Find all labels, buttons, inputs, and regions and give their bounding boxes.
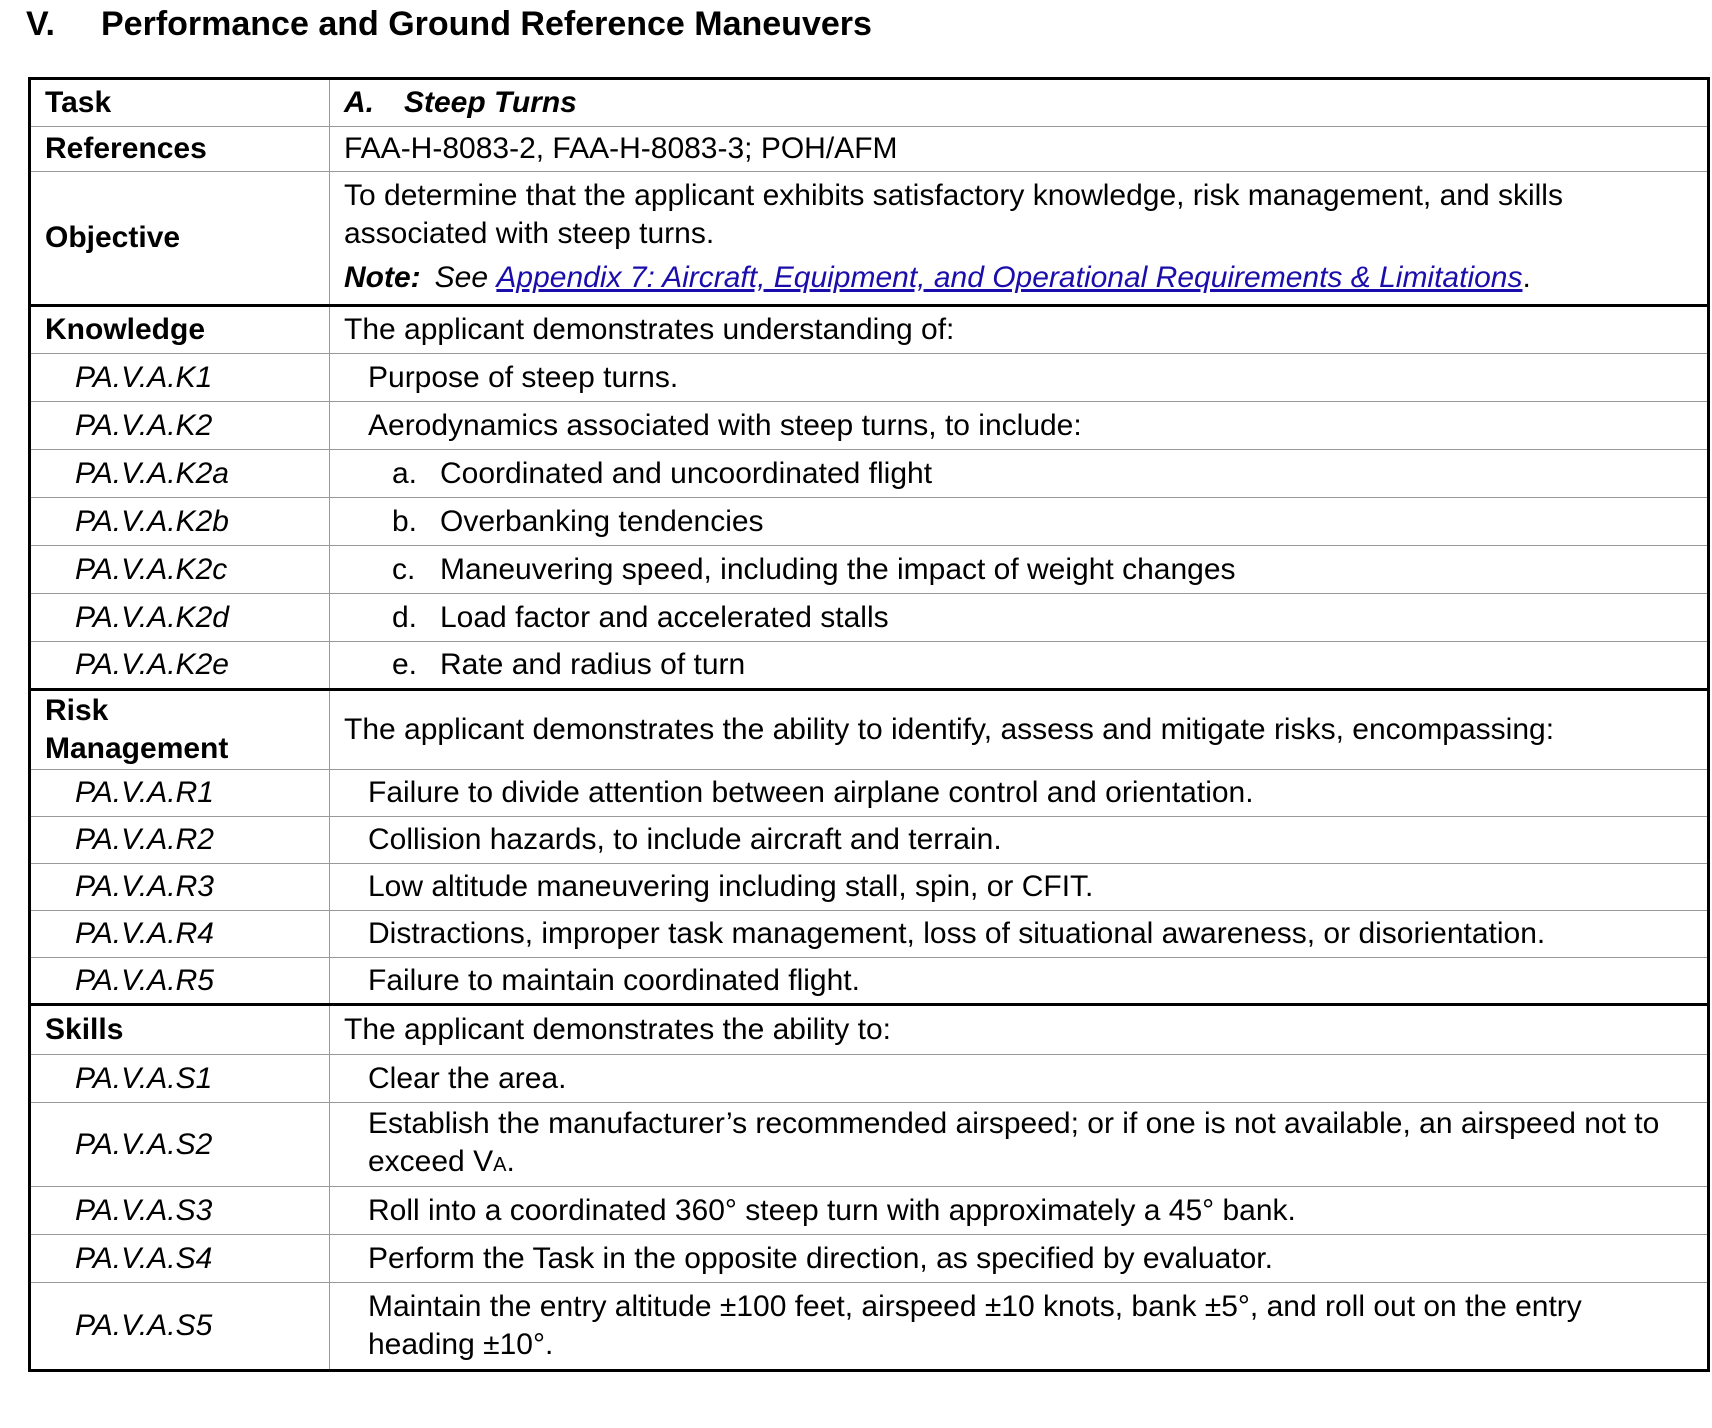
table-row xyxy=(30,1187,1709,1235)
element-code: PA.V.A.K1 xyxy=(30,354,330,402)
element-subitem xyxy=(330,450,1709,498)
skills-header-row xyxy=(30,1005,1709,1055)
element-text: Collision hazards, to include aircraft and terrain. xyxy=(330,817,1709,864)
risk-label xyxy=(30,690,330,770)
element-code: PA.V.A.S3 xyxy=(30,1187,330,1235)
element-text: Overbanking tendencies xyxy=(440,504,764,538)
element-subitem xyxy=(330,546,1709,594)
note-label: Note: xyxy=(344,261,421,294)
note-see: See xyxy=(434,261,489,294)
element-code: PA.V.A.K2a xyxy=(30,450,330,498)
risk-label-line1: Risk xyxy=(45,694,109,727)
va-subscript: A xyxy=(493,1154,507,1176)
knowledge-intro: The applicant demonstrates understanding of: xyxy=(330,306,1709,354)
element-code: PA.V.A.R2 xyxy=(30,817,330,864)
task-row xyxy=(30,79,1709,127)
element-subitem xyxy=(330,642,1709,690)
objective-text: To determine that the applicant exhibits satisfactory knowledge, risk management, and skills associated with steep turns. xyxy=(344,179,1563,250)
subitem-letter: a. xyxy=(392,456,418,490)
element-subitem xyxy=(330,498,1709,546)
note-period: . xyxy=(1522,261,1531,294)
risk-header-row xyxy=(30,690,1709,770)
subitem-letter: c. xyxy=(392,552,416,586)
subitem-letter: b. xyxy=(392,504,418,538)
element-text: Maneuvering speed, including the impact of weight changes xyxy=(440,552,1236,586)
table-row xyxy=(30,354,1709,402)
table-row xyxy=(30,450,1709,498)
element-code: PA.V.A.R3 xyxy=(30,864,330,911)
task-letter: A. xyxy=(344,86,374,119)
element-code: PA.V.A.S5 xyxy=(30,1283,330,1371)
knowledge-label: Knowledge xyxy=(30,306,330,354)
table-row xyxy=(30,546,1709,594)
task-title xyxy=(330,79,1709,127)
element-text: Perform the Task in the opposite direction, as specified by evaluator. xyxy=(330,1235,1709,1283)
element-text-tail: . xyxy=(506,1145,515,1178)
table-row xyxy=(30,642,1709,690)
references-label: References xyxy=(30,127,330,172)
element-text-with-subscript xyxy=(330,1103,1709,1187)
risk-label-line2: Management xyxy=(45,732,229,765)
skills-label: Skills xyxy=(30,1005,330,1055)
table-row xyxy=(30,402,1709,450)
objective-row xyxy=(30,172,1709,306)
element-code: PA.V.A.K2 xyxy=(30,402,330,450)
section-heading xyxy=(26,4,872,44)
element-text: Establish the manufacturer’s recommended airspeed; or if one is not available, an airspeed not to exceed V xyxy=(368,1107,1660,1178)
element-code: PA.V.A.R1 xyxy=(30,770,330,817)
table-row xyxy=(30,1055,1709,1103)
element-code: PA.V.A.S4 xyxy=(30,1235,330,1283)
subitem-letter: e. xyxy=(392,648,418,681)
table-row xyxy=(30,864,1709,911)
table-row xyxy=(30,958,1709,1005)
acs-task-table xyxy=(28,77,1710,1372)
table-row xyxy=(30,1283,1709,1371)
section-title: Performance and Ground Reference Maneuvers xyxy=(101,5,872,43)
element-subitem xyxy=(330,594,1709,642)
element-code: PA.V.A.K2d xyxy=(30,594,330,642)
task-name: Steep Turns xyxy=(404,86,577,119)
table-row xyxy=(30,817,1709,864)
element-text: Distractions, improper task management, loss of situational awareness, or disorientation. xyxy=(330,911,1709,958)
appendix-7-link[interactable]: Appendix 7: Aircraft, Equipment, and Operational Requirements & Limitations xyxy=(496,261,1523,294)
subitem-letter: d. xyxy=(392,600,418,634)
element-code: PA.V.A.R5 xyxy=(30,958,330,1005)
element-text: Rate and radius of turn xyxy=(440,648,746,681)
element-text: Low altitude maneuvering including stall, spin, or CFIT. xyxy=(330,864,1709,911)
element-code: PA.V.A.K2b xyxy=(30,498,330,546)
knowledge-header-row xyxy=(30,306,1709,354)
element-code: PA.V.A.K2e xyxy=(30,642,330,690)
element-text: Coordinated and uncoordinated flight xyxy=(440,456,933,490)
element-code: PA.V.A.K2c xyxy=(30,546,330,594)
element-text: Clear the area. xyxy=(330,1055,1709,1103)
references-text: FAA-H-8083-2, FAA-H-8083-3; POH/AFM xyxy=(330,127,1709,172)
risk-intro: The applicant demonstrates the ability to identify, assess and mitigate risks, encompassing: xyxy=(330,690,1709,770)
element-code: PA.V.A.R4 xyxy=(30,911,330,958)
table-row xyxy=(30,770,1709,817)
task-label: Task xyxy=(30,79,330,127)
table-row xyxy=(30,498,1709,546)
element-text: Purpose of steep turns. xyxy=(330,354,1709,402)
objective-note xyxy=(344,259,1693,301)
table-row xyxy=(30,911,1709,958)
skills-intro: The applicant demonstrates the ability to: xyxy=(330,1005,1709,1055)
element-text: Roll into a coordinated 360° steep turn with approximately a 45° bank. xyxy=(330,1187,1709,1235)
references-row xyxy=(30,127,1709,172)
element-text: Load factor and accelerated stalls xyxy=(440,600,889,634)
element-code: PA.V.A.S2 xyxy=(30,1103,330,1187)
section-number: V. xyxy=(26,5,56,43)
table-row xyxy=(30,1103,1709,1187)
element-code: PA.V.A.S1 xyxy=(30,1055,330,1103)
table-row xyxy=(30,1235,1709,1283)
element-text: Failure to maintain coordinated flight. xyxy=(330,958,1709,1005)
objective-cell xyxy=(330,172,1709,306)
element-text: Maintain the entry altitude ±100 feet, airspeed ±10 knots, bank ±5°, and roll out on the entry heading ±10°. xyxy=(330,1283,1709,1371)
element-text: Aerodynamics associated with steep turns, to include: xyxy=(330,402,1709,450)
element-text: Failure to divide attention between airplane control and orientation. xyxy=(330,770,1709,817)
objective-label: Objective xyxy=(30,172,330,306)
table-row xyxy=(30,594,1709,642)
